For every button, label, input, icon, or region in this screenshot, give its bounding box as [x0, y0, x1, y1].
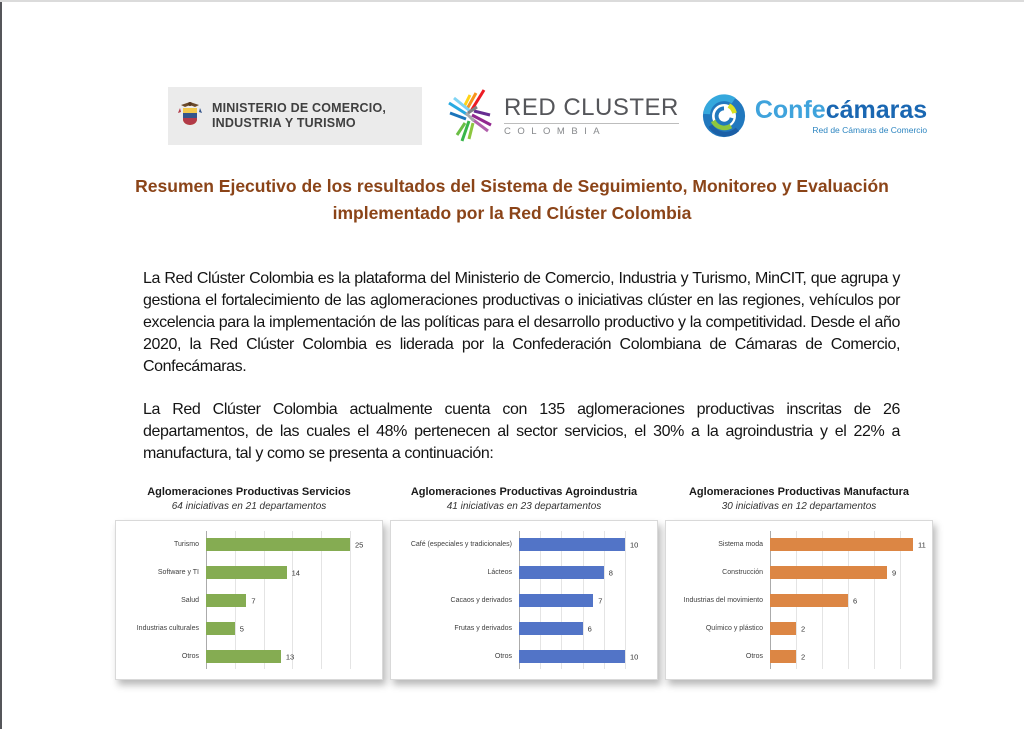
red-cluster-wordmark	[504, 95, 679, 137]
red-cluster-logo	[444, 85, 679, 147]
bar-category-label: Software y TI	[157, 568, 199, 576]
confecamaras-name	[754, 95, 928, 124]
bar-value-label: 11	[918, 540, 926, 550]
chart-plot-area	[672, 531, 926, 669]
confecamaras-name-bold: cámaras	[825, 95, 928, 124]
bar-track	[770, 538, 926, 551]
red-cluster-pinwheel-icon	[444, 85, 496, 147]
bar-category-label: Otros	[745, 652, 763, 660]
red-cluster-divider	[504, 123, 679, 124]
bar-category-label: Otros	[181, 652, 199, 660]
bar	[206, 650, 281, 663]
chart-card	[115, 520, 383, 680]
bar-track	[206, 566, 376, 579]
bar	[519, 650, 625, 663]
chart-bar-row	[397, 643, 651, 671]
bar-category-label: Sistema moda	[718, 540, 763, 548]
bar	[770, 566, 887, 579]
mincit-line1: MINISTERIO DE COMERCIO,	[212, 101, 387, 115]
bar	[206, 538, 350, 551]
confecamaras-logo	[701, 93, 927, 139]
bar-track	[770, 594, 926, 607]
body-paragraph-2: La Red Clúster Colombia actualmente cuenta con 135 aglomeraciones productivas inscritas de 26 departamentos, de las cuales el 48% pertenecen al sector servicios, el 30% a la agroindustria y el 22% a manufactura, tal y como se presenta a continuación:	[143, 401, 900, 462]
chart-1	[115, 486, 383, 680]
bar-category-label: Salud	[181, 596, 199, 604]
bar	[770, 622, 796, 635]
chart-subtitle: 41 iniciativas en 23 departamentos	[446, 500, 602, 512]
bar-value-label: 10	[630, 652, 639, 662]
bar-track	[206, 594, 376, 607]
colombia-coat-of-arms-icon	[177, 100, 203, 132]
chart-bar-row	[397, 531, 651, 559]
chart-title: Aglomeraciones Productivas Servicios	[147, 486, 351, 498]
chart-2	[390, 486, 658, 680]
bar-category-label: Lácteos	[487, 568, 512, 576]
bar-category-label: Otros	[494, 652, 512, 660]
mincit-logo-text	[212, 101, 386, 131]
bar	[206, 594, 246, 607]
chart-bar-row	[672, 643, 926, 671]
bar-track	[519, 622, 651, 635]
bar-track	[206, 622, 376, 635]
bar-value-label: 9	[891, 568, 897, 578]
bar-value-label: 6	[587, 624, 592, 634]
bar-track	[519, 594, 651, 607]
bar-track	[770, 622, 926, 635]
chart-bar-row	[397, 615, 651, 643]
chart-bar-row	[672, 559, 926, 587]
bar-category-label: Café (especiales y tradicionales)	[410, 540, 512, 548]
mincit-logo	[168, 87, 422, 145]
chart-bar-row	[397, 587, 651, 615]
bar	[519, 566, 604, 579]
confecamaras-name-light: Confe	[754, 95, 826, 124]
chart-subtitle: 30 iniciativas en 12 departamentos	[721, 500, 877, 512]
bar-value-label: 13	[285, 652, 295, 662]
bar-value-label: 25	[355, 540, 364, 550]
chart-bar-row	[672, 587, 926, 615]
bar-value-label: 2	[801, 624, 806, 634]
chart-bar-row	[672, 531, 926, 559]
confecamaras-tagline: Red de Cámaras de Comercio	[812, 124, 928, 135]
bar	[519, 622, 583, 635]
bar-value-label: 2	[801, 652, 806, 662]
bar-value-label: 6	[853, 596, 858, 606]
chart-bar-row	[122, 559, 376, 587]
chart-bar-row	[122, 531, 376, 559]
bar-track	[206, 538, 376, 551]
chart-bar-row	[397, 559, 651, 587]
page-top-border	[0, 0, 1024, 2]
page-left-border	[0, 0, 2, 729]
document-title: Resumen Ejecutivo de los resultados del Sistema de Seguimiento, Monitoreo y Evaluación implementado por la Red Clúster Colombia	[135, 176, 889, 224]
red-cluster-country: COLOMBIA	[504, 126, 607, 138]
charts-row	[115, 486, 937, 680]
body-paragraph-1: La Red Clúster Colombia es la plataforma del Ministerio de Comercio, Industria y Turismo, MinCIT, que agrupa y gestiona el fortalecimiento de las aglomeraciones productivas o iniciativas clúster en las regiones, vehículos por excelencia para la implementación de las políticas para el desarrollo productivo y la competitividad. Desde el año 2020, la Red Clúster Colombia es liderada por la Confederación Colombiana de Cámaras de Comercio, Confecámaras.	[143, 270, 900, 375]
chart-card	[390, 520, 658, 680]
confecamaras-globe-icon	[701, 93, 747, 139]
chart-bar-row	[672, 615, 926, 643]
bar-category-label: Turismo	[173, 540, 199, 548]
bar-value-label: 10	[630, 540, 639, 550]
chart-title: Aglomeraciones Productivas Agroindustria	[410, 486, 638, 498]
chart-card	[665, 520, 933, 680]
chart-bar-row	[122, 615, 376, 643]
bar-category-label: Cacaos y derivados	[450, 596, 512, 604]
bar-track	[770, 566, 926, 579]
mincit-line2: INDUSTRIA Y TURISMO	[212, 116, 356, 130]
bar-track	[770, 650, 926, 663]
bar-category-label: Construcción	[722, 568, 763, 576]
bar-track	[519, 566, 651, 579]
bar-track	[519, 538, 651, 551]
bar	[206, 566, 287, 579]
bar-category-label: Frutas y derivados	[454, 624, 512, 632]
confecamaras-wordmark	[754, 95, 928, 135]
logo-band	[168, 85, 927, 147]
bar-value-label: 7	[598, 596, 603, 606]
chart-subtitle: 64 iniciativas en 21 departamentos	[171, 500, 327, 512]
chart-title: Aglomeraciones Productivas Manufactura	[688, 486, 910, 498]
bar-category-label: Industrias del movimiento	[683, 596, 763, 604]
bar-value-label: 8	[608, 568, 613, 578]
bar-value-label: 14	[291, 568, 300, 578]
bar-value-label: 5	[239, 624, 244, 634]
bar	[770, 594, 848, 607]
bar	[519, 594, 593, 607]
chart-bar-row	[122, 643, 376, 671]
bar	[770, 650, 796, 663]
chart-3	[665, 486, 933, 680]
bar-category-label: Químico y plástico	[705, 624, 763, 632]
bar-track	[206, 650, 376, 663]
bar	[770, 538, 913, 551]
red-cluster-name: RED CLUSTER	[504, 93, 679, 121]
bar	[206, 622, 235, 635]
chart-bar-row	[122, 587, 376, 615]
bar	[519, 538, 625, 551]
chart-plot-area	[397, 531, 651, 669]
bar-track	[519, 650, 651, 663]
bar-value-label: 7	[251, 596, 256, 606]
chart-plot-area	[122, 531, 376, 669]
bar-category-label: Industrias culturales	[136, 624, 199, 632]
